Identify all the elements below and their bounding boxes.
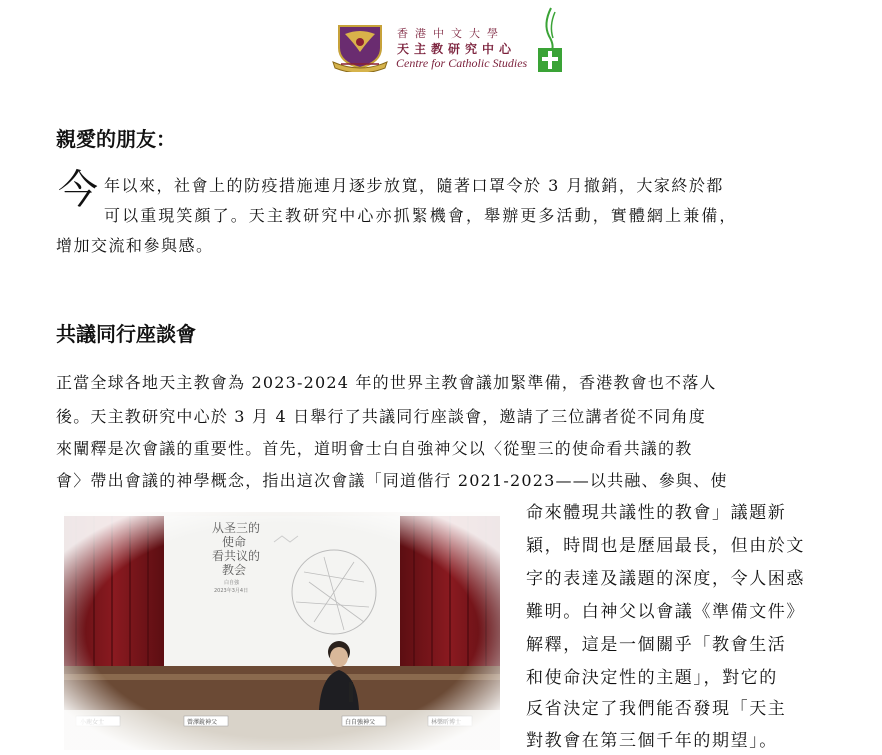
cuhk-crest-logo xyxy=(331,22,389,72)
page-header xyxy=(0,0,882,80)
drop-cap: 今 xyxy=(58,167,98,213)
wrap-line: 反省決定了我們能否發現「天主 xyxy=(526,699,787,719)
wrap-line: 對教會在第三個千年的期望」。 xyxy=(526,731,778,751)
centre-name-en: Centre for Catholic Studies xyxy=(396,56,528,70)
wrap-line: 和使命決定性的主題」，對它的 xyxy=(526,668,778,688)
wrap-line: 難明。白神父以會議《準備文件》 xyxy=(526,602,805,622)
body-line: 會〉帶出會議的神學概念，指出這次會議「同道偕行 2021-2023——以共融、參與、使 xyxy=(56,471,728,490)
wrap-line: 命來體現共議性的教會」議題新 xyxy=(526,503,787,523)
university-name-cn: 香港中文大學 xyxy=(397,27,505,40)
body-line: 正當全球各地天主教會為 2023-2024 年的世界主教會議加緊準備，香港教會也不落人 xyxy=(56,373,717,392)
event-photo xyxy=(64,512,500,750)
catholic-cross-logo xyxy=(535,6,565,74)
section-heading: 共議同行座談會 xyxy=(56,322,196,346)
centre-name-cn: 天主教研究中心 xyxy=(397,42,517,56)
body-line: 來闡釋是次會議的重要性。首先，道明會士白自強神父以〈從聖三的使命看共議的教 xyxy=(56,439,693,458)
seminar-photo-illustration xyxy=(64,512,500,750)
intro-line-1: 年以來，社會上的防疫措施連月逐步放寬，隨著口罩令於 3 月撤銷，大家終於都 xyxy=(104,176,724,195)
intro-line-2: 可以重現笑顏了。天主教研究中心亦抓緊機會，舉辦更多活動，實體網上兼備， xyxy=(104,206,738,225)
greeting-heading: 親愛的朋友： xyxy=(56,127,176,151)
intro-line-3: 增加交流和參與感。 xyxy=(56,236,214,255)
wrap-line: 穎，時間也是歷屆最長，但由於文 xyxy=(526,536,805,556)
body-line: 後。天主教研究中心於 3 月 4 日舉行了共議同行座談會，邀請了三位講者從不同角度 xyxy=(56,407,706,426)
wrap-line: 解釋，這是一個關乎「教會生活 xyxy=(526,635,787,655)
wrap-line: 字的表達及議題的深度，令人困惑 xyxy=(526,569,805,589)
